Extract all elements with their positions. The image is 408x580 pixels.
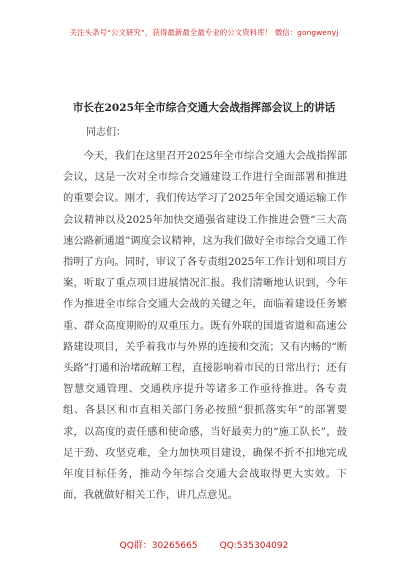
salutation: 同志们： <box>86 127 126 138</box>
body-text <box>63 146 347 506</box>
header-banner: 关注头条号“公文研究”，获得最新最全最专业的公文资料库！ 微信：gongwenyj <box>69 28 339 37</box>
footer-qq-group: QQ群：30265665 <box>119 541 198 551</box>
page-title: 市长在2025年全市综合交通大会战指挥部会议上的讲话 <box>72 102 336 114</box>
footer-qq-number: QQ:535304092 <box>219 541 289 551</box>
body-paragraph: 今天，我们在这里召开2025年全市综合交通大会战指挥部会议，这是一次对全市综合交通建设工作进行全面部署和推进的重要会议。刚才，我们传达学习了2025年全国交通运输工作会议精神以及2025年加快交通强省建设工作推进会暨“三大高速公路新通道”调度会议精神，这为我们做好全市综合交通工作指明了方向。同时，审议了各专责组2025年工作计划和项目方案，听取了重点项目进展情况汇报。我们清晰地认识到，今年作为推进全市综合交通大会战的关键之年，面临着建设任务繁重、群众高度期盼的双重压力。既有外联的国道省道和高速公路建设项目，关乎着我市与外界的连接和交流；又有内畅的“断头路”打通和治堵疏解工程，直接影响着市民的日常出行；还有智慧交通管理、交通秩序提升等诸多工作亟待推进。各专责组、各县区和市直相关部门务必按照“狠抓落实年”的部署要求，以高度的责任感和使命感，当好最卖力的“施工队长”，鼓足干劲、攻坚克难，全力加快项目建设，确保不折不扣地完成年度目标任务，推动今年综合交通大会战取得更大实效。下面，我就做好相关工作，讲几点意见。 <box>63 150 347 502</box>
footer-contact <box>0 538 408 551</box>
